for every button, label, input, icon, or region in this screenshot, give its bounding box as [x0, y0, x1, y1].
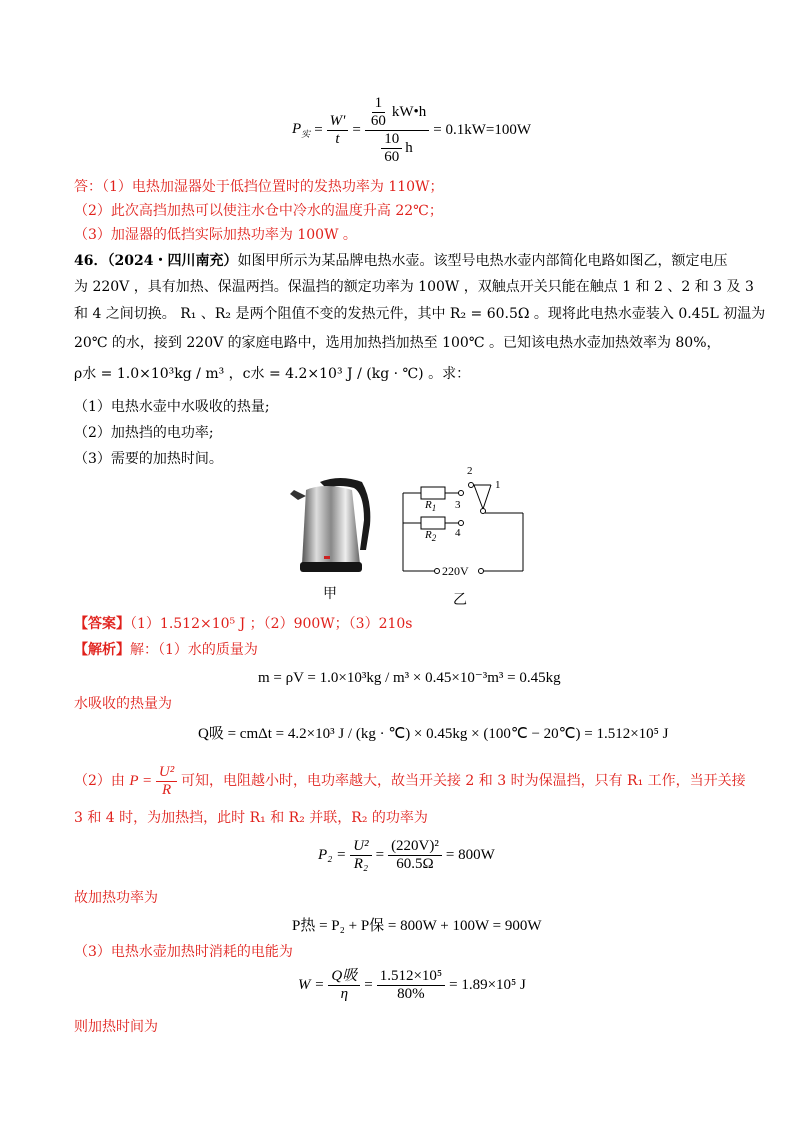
answer-tag: 【答案】	[74, 616, 130, 632]
time-label: 则加热时间为	[74, 1019, 158, 1035]
contact-3-label: 3	[455, 499, 461, 511]
figure-label-jia: 甲	[323, 586, 337, 602]
heat-label: 水吸收的热量为	[74, 696, 172, 712]
heating-power-label: 故加热功率为	[74, 890, 158, 906]
voltage-label: 220V	[442, 564, 469, 578]
answer-line-3: （3）加湿器的低挡实际加热功率为 100W 。	[74, 227, 357, 243]
question-2: （2）加热挡的电功率;	[74, 425, 214, 441]
circuit-diagram	[395, 463, 530, 583]
power-actual-equation: $P_实$ = $\frac{W'}{t}$ = $\frac{1}{60}$ kW•h $\frac{10}{60}$ h = 0.1kW=100W	[292, 94, 531, 165]
part2-line-1: （2）由 P = $\frac{\text{U²}}{R}$ 可知，电阻越小时，电功率越大，故当开关接 2 和 3 时为保温挡，只有 R₁ 工作，当开关接	[74, 764, 746, 798]
equation-energy: W = $\frac{\text{Q吸}}{\eta}$ = $\frac{\text{1.512×10⁵}}{80\%}$ = 1.89×10⁵ J	[298, 968, 526, 1002]
equation-heating-power: P热 = P₂ + P保 = 800W + 100W = 900W	[292, 918, 542, 934]
problem-line-5: ρ水 = 1.0×10³kg / m³ ，c水 = 4.2×10³ J / (kg · ℃) 。求：	[74, 366, 471, 382]
kettle-figure	[280, 470, 380, 580]
equation-mass: m = ρV = 1.0×10³kg / m³ × 0.45×10⁻³m³ = 0.45kg	[258, 670, 561, 686]
power-formula: P = $\frac{\text{U²}}{R}$	[129, 773, 181, 789]
figure-label-yi: 乙	[453, 592, 467, 608]
analysis-tag: 【解析】	[74, 642, 130, 658]
problem-source: （2024・四川南充）	[107, 253, 238, 269]
question-3: （3）需要的加热时间。	[74, 451, 223, 467]
label-r2: $R_2$	[425, 529, 437, 544]
contact-4-label: 4	[455, 527, 461, 539]
eq-energy-over-time: $\frac{1}{60}$ kW•h $\frac{10}{60}$ h	[365, 95, 429, 166]
label-r1: $R_1$	[425, 499, 437, 514]
eq-w-over-t: $\frac{W'}{t}$	[327, 113, 349, 148]
answer-line-1: 答：（1）电热加湿器处于低挡位置时的发热功率为 110W；	[74, 179, 444, 195]
equation-heat: Q吸 = cmΔt = 4.2×10³ J / (kg · ℃) × 0.45kg × (100℃ − 20℃) = 1.512×10⁵ J	[198, 726, 669, 742]
eq-result: = 0.1kW=100W	[433, 121, 531, 138]
analysis-intro: 【解析】解：（1）水的质量为	[74, 642, 258, 658]
problem-number: 46．	[74, 253, 108, 269]
kettle-icon	[280, 470, 380, 580]
eq-lhs: $P_实$	[292, 120, 311, 139]
answer-line: 【答案】（1）1.512×10⁵ J ；（2）900W；（3）210s	[74, 616, 413, 632]
question-1: （1）电热水壶中水吸收的热量;	[74, 399, 270, 415]
answer-line-2: （2）此次高挡加热可以使注水仓中冷水的温度升高 22℃；	[74, 203, 443, 219]
equation-p2: P₂ = $\frac{\text{U²}}{\text{R₂}}$ = $\frac{\text{(220V)²}}{60.5\Omega}$ = 800W	[318, 838, 495, 872]
problem-line-2: 为 220V ，具有加热、保温两挡。保温挡的额定功率为 100W ，双触点开关只能在触点 1 和 2 、2 和 3 及 3	[74, 279, 754, 295]
contact-1-label: 1	[495, 479, 501, 491]
contact-2-label: 2	[467, 465, 473, 477]
part3-line: （3）电热水壶加热时消耗的电能为	[74, 944, 293, 960]
problem-line-1: 46．（2024・四川南充）如图甲所示为某品牌电热水壶。该型号电热水壶内部简化电路如图乙，额定电压	[74, 253, 728, 269]
problem-line-3: 和 4 之间切换。 R₁ 、R₂ 是两个阻值不变的发热元件，其中 R₂ = 60.5Ω 。现将此电热水壶装入 0.45L 初温为	[74, 306, 766, 322]
part2-line-2: 3 和 4 时，为加热挡，此时 R₁ 和 R₂ 并联，R₂ 的功率为	[74, 810, 428, 826]
problem-line-4: 20℃ 的水，接到 220V 的家庭电路中，选用加热挡加热至 100℃ 。已知该电热水壶加热效率为 80%，	[74, 335, 721, 351]
